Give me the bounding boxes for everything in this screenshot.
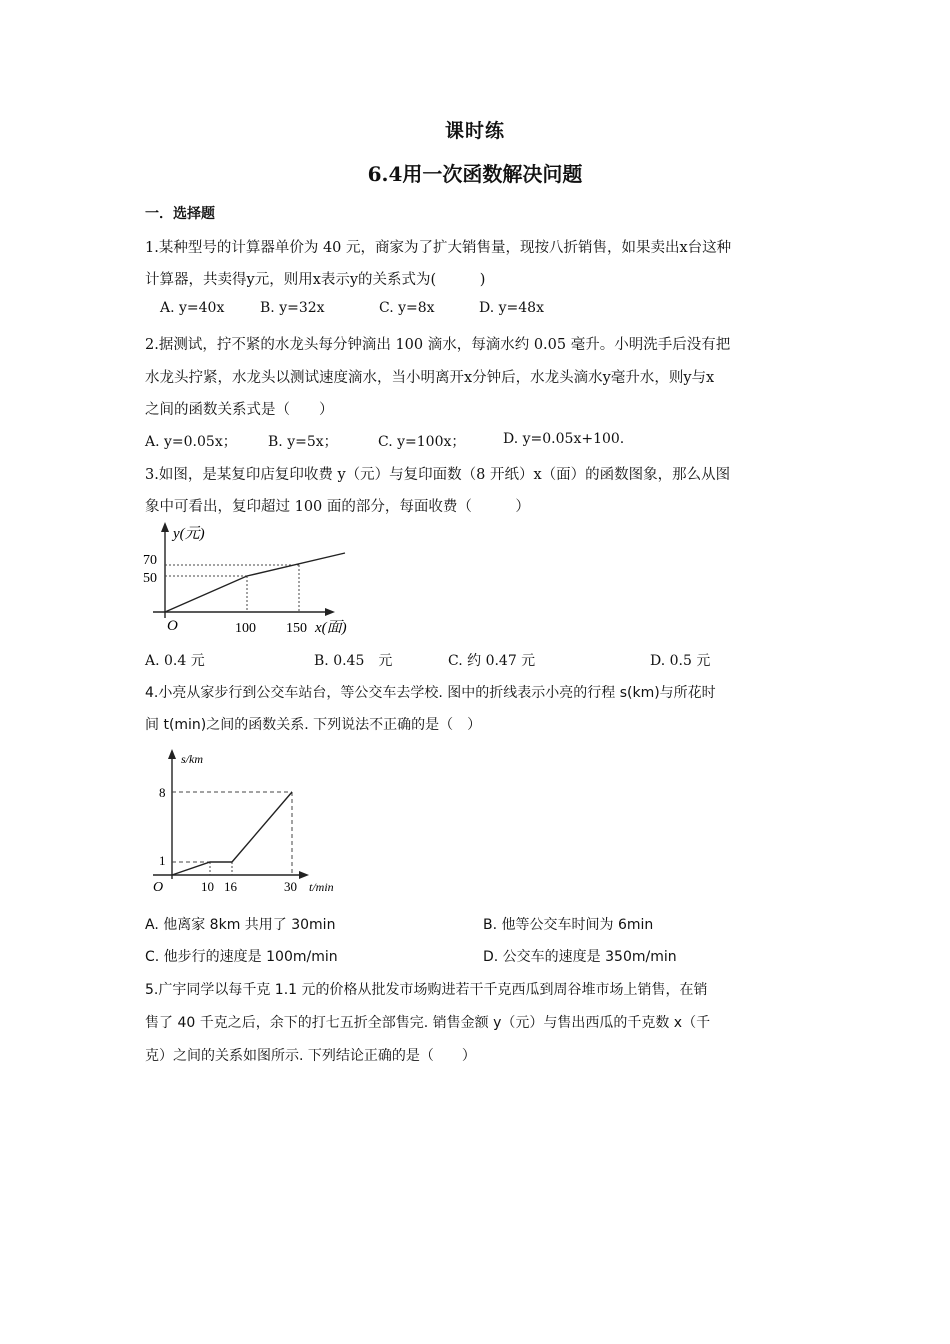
q4-y-arrow (168, 749, 176, 759)
q3-y-arrow (161, 522, 169, 532)
q1-option-a: A. y=40x (160, 300, 225, 316)
q3-ylabel: y(元) (173, 526, 205, 542)
q2-line2: 水龙头拧紧，水龙头以测试速度滴水，当小明离开x分钟后，水龙头滴水y毫升水，则y与x (145, 370, 715, 386)
q3-ytick-70: 70 (143, 553, 157, 568)
q3-option-c: C. 约 0.47 元 (448, 653, 536, 669)
q4-option-a: A. 他离家 8km 共用了 30min (145, 917, 336, 933)
q3-option-b: B. 0.45 元 (314, 653, 393, 669)
q1-line1: 1.某种型号的计算器单价为 40 元，商家为了扩大销售量，现按八折销售，如果卖出x台这种 (145, 240, 732, 256)
q3-xtick-100: 100 (235, 621, 256, 636)
q4-line2: 间 t(min)之间的函数关系. 下列说法不正确的是（ ） (145, 717, 482, 733)
q1-option-d: D. y=48x (479, 300, 544, 316)
q4-graph (143, 745, 353, 895)
q4-option-d: D. 公交车的速度是 350m/min (483, 949, 677, 965)
q3-line1: 3.如图，是某复印店复印收费 y（元）与复印面数（8 开纸）x（面）的函数图象，那么从图 (145, 467, 731, 483)
q2-option-a: A. y=0.05x； (145, 434, 237, 450)
q2-line1: 2.据测试，拧不紧的水龙头每分钟滴出 100 滴水，每滴水约 0.05 毫升。小明洗手后没有把 (145, 337, 731, 353)
q5-line3: 克）之间的关系如图所示. 下列结论正确的是（ ） (145, 1048, 476, 1064)
q4-xtick-16: 16 (224, 879, 237, 894)
q2-option-d: D. y=0.05x+100. (503, 431, 625, 447)
page-subtitle: 6.4用一次函数解决问题 (367, 162, 583, 186)
page-title: 课时练 (444, 120, 505, 142)
q3-ytick-50: 50 (143, 571, 157, 586)
q4-ylabel: s/km (181, 752, 203, 766)
q3-origin: O (167, 618, 178, 634)
q3-x-arrow (325, 608, 335, 616)
q1-option-c: C. y=8x (379, 300, 435, 316)
q4-option-c: C. 他步行的速度是 100m/min (145, 949, 338, 965)
q2-option-c: C. y=100x； (378, 434, 466, 450)
q1-option-b: B. y=32x (260, 300, 325, 316)
q3-line2: 象中可看出，复印超过 100 面的部分，每面收费（ ） (145, 499, 530, 515)
q5-line2: 售了 40 千克之后，余下的打七五折全部售完. 销售金额 y（元）与售出西瓜的千克数 x（千 (145, 1015, 711, 1031)
q3-option-d: D. 0.5 元 (650, 653, 711, 669)
q3-function-line (165, 553, 345, 612)
q2-line3: 之间的函数关系式是（ ） (145, 402, 334, 418)
q1-line2: 计算器，共卖得y元，则用x表示y的关系式为( ) (145, 272, 486, 288)
q5-line1: 5.广宇同学以每千克 1.1 元的价格从批发市场购进若干千克西瓜到周谷堆市场上销售，在销 (145, 982, 708, 998)
q4-xtick-30: 30 (284, 879, 297, 894)
q3-xlabel: x(面) (315, 620, 347, 636)
q3-xtick-150: 150 (286, 621, 307, 636)
q4-line1: 4.小亮从家步行到公交车站台，等公交车去学校. 图中的折线表示小亮的行程 s(km)与所花时 (145, 685, 716, 701)
q4-option-b: B. 他等公交车时间为 6min (483, 917, 654, 933)
q4-ytick-8: 8 (159, 785, 166, 800)
section-heading: 一．选择题 (145, 206, 215, 222)
q4-x-arrow (299, 871, 309, 879)
q4-ytick-1: 1 (159, 853, 166, 868)
q3-graph (143, 520, 363, 640)
q4-function-line (172, 792, 292, 875)
q4-xlabel: t/min (309, 880, 334, 894)
q2-option-b: B. y=5x； (268, 434, 338, 450)
q4-origin: O (153, 880, 164, 895)
q3-option-a: A. 0.4 元 (145, 653, 205, 669)
q4-xtick-10: 10 (201, 879, 214, 894)
